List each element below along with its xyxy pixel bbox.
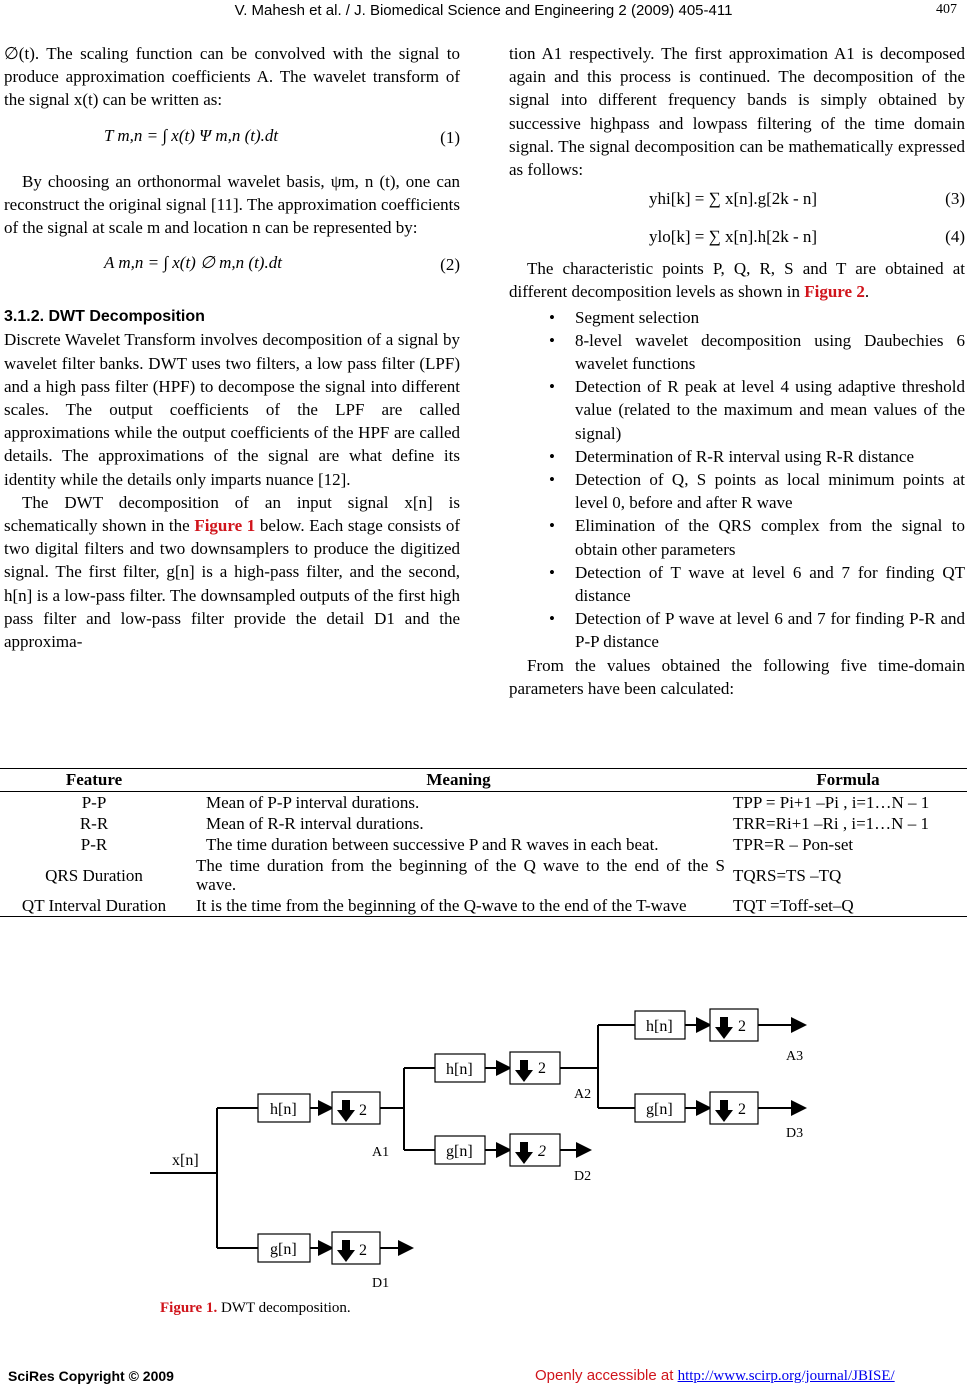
- table-row: [0, 813, 967, 834]
- equation-1-number: (1): [440, 127, 460, 147]
- D2-label: D2: [574, 1169, 592, 1184]
- table-cell: The time duration from the beginning of the Q wave to the end of the S wave.: [196, 856, 725, 894]
- list-item: • Determination of R-R interval using R-R distance: [509, 445, 965, 468]
- table-cell: TRR=Ri+1 –Ri , i=1…N – 1: [733, 814, 929, 833]
- equation-1: [4, 112, 460, 170]
- text: .: [864, 282, 870, 302]
- left-column: [4, 42, 460, 653]
- table-cell: The time duration between successive P and R waves in each beat.: [206, 835, 659, 854]
- table-row: [0, 834, 967, 855]
- down-label: 2: [738, 1101, 746, 1118]
- page-number: 407: [936, 2, 957, 17]
- table-row: [0, 895, 967, 917]
- table-cell: TQT =Toff-set–Q: [729, 895, 967, 917]
- table-cell: R-R: [79, 814, 109, 833]
- downsampler-box: [332, 1232, 380, 1264]
- list-item: • Detection of T wave at level 6 and 7 for finding QT distance: [509, 561, 965, 607]
- equation-2-number: (2): [440, 255, 460, 275]
- equation-3: [509, 181, 965, 219]
- table-cell: QRS Duration: [45, 865, 143, 885]
- access-text: Openly accessible at: [535, 1367, 678, 1384]
- h-label: h[n]: [446, 1061, 473, 1078]
- paragraph: tion A1 respectively. The first approximation A1 is decomposed again and this process is continued. The decomposition of the signal into different frequency bands is simply obtained by successive highpass and lowpass filtering of the time domain signal. The signal decomposition can be mathematically expressed as follows:: [509, 44, 965, 180]
- paragraph: [509, 257, 965, 303]
- table-header-row: [0, 769, 967, 792]
- dwt-diagram: [150, 990, 830, 1295]
- list-item: • Segment selection: [509, 306, 965, 329]
- equation-2-body: A m,n = ∫ x(t) ∅ m,n (t).dt: [104, 253, 282, 273]
- h-label: h[n]: [646, 1018, 673, 1035]
- equation-4: [509, 219, 965, 257]
- g-label: g[n]: [646, 1101, 673, 1118]
- paragraph: By choosing an orthonormal wavelet basis, ψm, n (t), one can reconstruct the original signal [11]. The approximation coefficients of the signal at scale m and location n can be represented by:: [4, 171, 460, 238]
- down-label: 2: [738, 1018, 746, 1035]
- table-cell: TQRS=TS –TQ: [733, 865, 842, 885]
- list-item: • Elimination of the QRS complex from the signal to obtain other parameters: [509, 514, 965, 560]
- table-cell: Mean of P-P interval durations.: [206, 793, 420, 812]
- running-title: V. Mahesh et al. / J. Biomedical Science and Engineering 2 (2009) 405-411: [234, 2, 733, 19]
- downsampler-box: [332, 1092, 380, 1124]
- table-cell: TPR=R – Pon-set: [733, 835, 854, 854]
- access-footer: [535, 1367, 895, 1385]
- input-label: x[n]: [172, 1152, 199, 1169]
- figure-2-link[interactable]: Figure 2: [804, 282, 865, 302]
- copyright-footer: SciRes Copyright © 2009: [8, 1368, 174, 1384]
- A1-label: A1: [372, 1145, 390, 1160]
- list-item: • Detection of P wave at level 6 and 7 for finding P-R and P-P distance: [509, 607, 965, 653]
- down-label: 2: [359, 1242, 367, 1259]
- table-cell: P-P: [81, 793, 107, 812]
- table-cell: It is the time from the beginning of the Q-wave to the end of the T-wave: [188, 895, 729, 917]
- right-column: [509, 42, 965, 700]
- table-cell: TPP = Pi+1 –Pi , i=1…N – 1: [733, 793, 930, 812]
- equation-2: [4, 239, 460, 297]
- list-item: • Detection of R peak at level 4 using adaptive threshold value (related to the maximum and mean values of the signal): [509, 375, 965, 445]
- downsampler-box: [510, 1052, 560, 1084]
- journal-link[interactable]: http://www.scirp.org/journal/JBISE/: [677, 1368, 895, 1384]
- paragraph: ∅(t). The scaling function can be convolved with the signal to produce approximation coefficients A. The wavelet transform of the signal x(t) can be written as:: [4, 44, 460, 110]
- figure-1-link[interactable]: Figure 1: [194, 516, 256, 536]
- feature-table: [0, 768, 967, 917]
- column-header: Feature: [0, 769, 188, 792]
- table-cell: QT Interval Duration: [0, 895, 188, 917]
- equation-3-number: (3): [945, 189, 965, 209]
- downsampler-box: [710, 1092, 758, 1124]
- caption-label: Figure 1.: [160, 1300, 218, 1316]
- A2-label: A2: [574, 1087, 592, 1102]
- D3-label: D3: [786, 1126, 804, 1141]
- g-label: g[n]: [270, 1241, 297, 1258]
- g-label: g[n]: [446, 1143, 473, 1160]
- list-item: • Detection of Q, S points as local minimum points at level 0, before and after R wave: [509, 468, 965, 514]
- downsampler-box: [710, 1009, 758, 1041]
- down-label: 2: [359, 1102, 367, 1119]
- list-item: • 8-level wavelet decomposition using Daubechies 6 wavelet functions: [509, 329, 965, 375]
- downsampler-box: [510, 1134, 560, 1166]
- h-label: h[n]: [270, 1101, 297, 1118]
- column-header: Meaning: [188, 769, 729, 792]
- table-cell: P-R: [80, 835, 108, 854]
- D1-label: D1: [372, 1276, 390, 1291]
- table-row: [0, 792, 967, 814]
- table-cell: Mean of R-R interval durations.: [206, 814, 424, 833]
- down-label: 2: [538, 1060, 546, 1077]
- equation-4-number: (4): [945, 227, 965, 247]
- text: The DWT decomposition of an input signal x[n] is schematically shown in the: [4, 492, 460, 536]
- caption-text: DWT decomposition.: [217, 1300, 351, 1316]
- text: The characteristic points P, Q, R, S and T are obtained at different decomposition levels as shown in: [509, 259, 965, 302]
- paragraph: From the values obtained the following five time-domain parameters have been calculated:: [509, 655, 965, 698]
- A3-label: A3: [786, 1049, 804, 1064]
- equation-3-body: yhi[k] = ∑ x[n].g[2k - n]: [649, 189, 818, 209]
- down-label: 2: [538, 1143, 546, 1160]
- equation-1-body: T m,n = ∫ x(t) Ψ m,n (t).dt: [104, 125, 279, 145]
- figure-caption: [160, 1300, 351, 1317]
- paragraph: Discrete Wavelet Transform involves decomposition of a signal by wavelet filter banks. DWT uses two filters, a low pass filter (LPF) and a high pass filter (HPF) to decompose the signal into different scales. The output coefficients of the LPF are called approximations while the output coefficients of the HPF are called details. The approximations of the signal are what define its identity while the details only imparts nuance [12].: [4, 330, 460, 489]
- equation-4-body: ylo[k] = ∑ x[n].h[2k - n]: [649, 227, 818, 247]
- paragraph: [4, 491, 460, 653]
- column-header: Formula: [729, 769, 967, 792]
- bullet-list: [509, 306, 965, 654]
- text: below. Each stage consists of two digital filters and two downsamplers to produce the digitized signal. The first filter, g[n] is a high-pass filter, and the second, h[n] is a low-pass filter. The downsampled outputs of the first high pass filter and low-pass filter provide the detail D1 and the approxima-: [4, 516, 460, 652]
- table-row: [0, 855, 967, 895]
- section-heading: 3.1.2. DWT Decomposition: [4, 308, 205, 326]
